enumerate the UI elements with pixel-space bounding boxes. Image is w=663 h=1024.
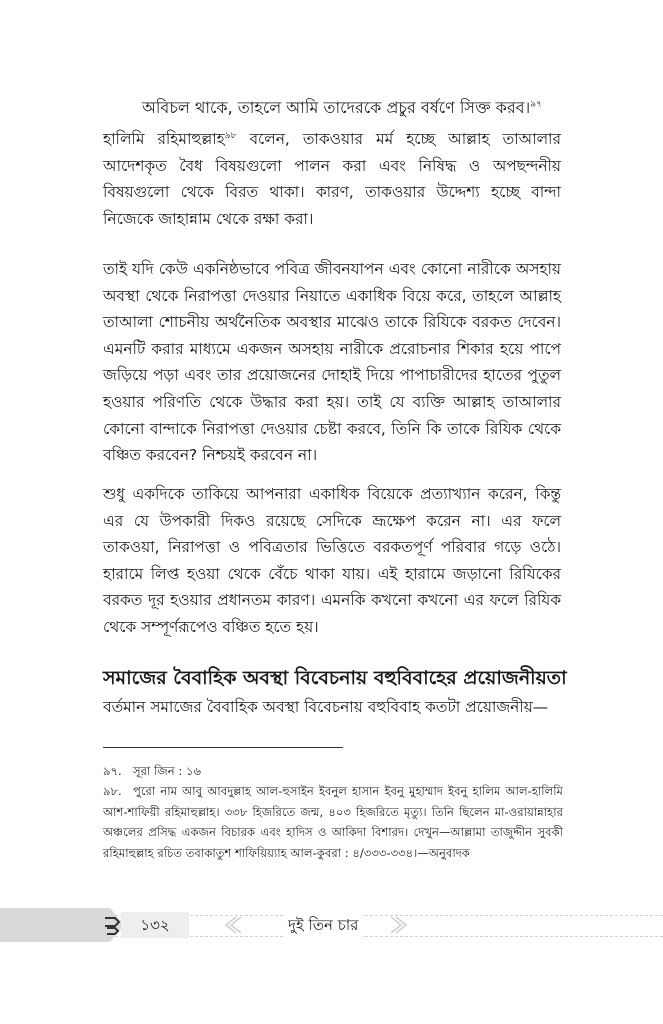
footnote-text: পুরো নাম আবু আবদুল্লাহ আল-হুসাইন ইবনুল হাসান ইবনু মুহাম্মাদ ইবনু হালিম আল-হালিমি আশ-শাফিয়ী রহিমাহুল্লাহ। ৩৩৮ হিজরিতে জন্ম, ৪০৩ হিজরিতে মৃত্যু। তিনি ছিলেন মা-ওরায়ান্নাহার অঞ্চলের প্রসিদ্ধ একজন বিচারক এবং হাদিস ও আকিদা বিশারদ। দেখুন—আল্লামা তাজুদ্দীন সুবকী রহিমাহুল্লাহ রচিত তবাকাতুশ শাফিয়িয়্যাহ আল-কুবরা : ৪/৩৩৩-৩৩৪।—অনুবাদক <box>103 784 563 860</box>
footnote-ref-98: ৯৮ <box>224 130 237 141</box>
quote-line <box>142 96 612 120</box>
footnote-number: ৯৮. <box>103 784 122 798</box>
paragraph-1-lead: হালিমি রহিমাহুল্লাহ <box>103 130 225 148</box>
footer-grey-block <box>0 908 110 942</box>
footnote-text: সূরা জিন : ১৬ <box>133 764 202 778</box>
page-number: ১৩২ <box>121 912 189 938</box>
footnote-97 <box>103 761 563 782</box>
chevron-left-icon <box>220 914 242 936</box>
footnote-ref-97: ৯৭ <box>530 99 542 110</box>
paragraph-1-text: বলেন, তাকওয়ার মর্ম হচ্ছে আল্লাহ তাআলার আদেশকৃত বৈধ বিষয়গুলো পালন করা এবং নিষিদ্ধ ও অপছন্দনীয় বিষয়গুলো থেকে বিরত থাকা। কারণ, তাকওয়ার উদ্দেশ্য হচ্ছে বান্দা নিজেকে জাহান্নাম থেকে রক্ষা করা। <box>103 130 561 228</box>
running-book-title: দুই তিন চার <box>284 913 362 937</box>
paragraph-2: তাই যদি কেউ একনিষ্ঠভাবে পবিত্র জীবনযাপন এবং কোনো নারীকে অসহায় অবস্থা থেকে নিরাপত্তা দেওয়ার নিয়াতে একাধিক বিয়ে করে, তাহলে আল্লাহ তাআলা শোচনীয় অর্থনৈতিক অবস্থার মাঝেও তাকে রিযিকে বরকত দেবেন। এমনটি করার মাধ্যমে একজন অসহায় নারীকে প্ররোচনার শিকার হয়ে পাপে জড়িয়ে পড়া এবং তার প্রয়োজনের দোহাই দিয়ে পাপাচারীদের হাতের পুতুল হওয়ার পরিণতি থেকে উদ্ধার করা হয়। তাই যে ব্যক্তি আল্লাহ তাআলার কোনো বান্দাকে নিরাপত্তা দেওয়ার চেষ্টা করবে, তিনি কি তাকে রিযিক থেকে বঞ্চিত করবেন? নিশ্চয়ই করবেন না। <box>103 260 561 465</box>
section-heading: সমাজের বৈবাহিক অবস্থা বিবেচনায় বহুবিবাহের প্রয়োজনীয়তা <box>103 667 567 689</box>
section-intro: বর্তমান সমাজের বৈবাহিক অবস্থা বিবেচনায় বহুবিবাহ কতটা প্রয়োজনীয়— <box>103 698 549 716</box>
footnote-number: ৯৭. <box>103 764 122 778</box>
paragraph-1 <box>103 126 561 232</box>
book-arrows-icon <box>101 914 125 936</box>
page-footer <box>0 908 663 942</box>
paragraph-3: শুধু একদিকে তাকিয়ে আপনারা একাধিক বিয়েকে প্রত্যাখ্যান করেন, কিন্তু এর যে উপকারী দিকও রয়েছে সেদিকে ভ্রূক্ষেপ করেন না। এর ফলে তাকওয়া, নিরাপত্তা ও পবিত্রতার ভিত্তিতে বরকতপূর্ণ পরিবার গড়ে ওঠে। হারামে লিপ্ত হওয়া থেকে বেঁচে থাকা যায়। এই হারামে জড়ানো রিযিকের বরকত দূর হওয়ার প্রধানতম কারণ। এমনকি কখনো কখনো এর ফলে রিযিক থেকে সম্পূর্ণরূপেও বঞ্চিত হতে হয়। <box>103 485 561 636</box>
chevron-right-icon <box>390 914 412 936</box>
footnote-98 <box>103 781 563 863</box>
quote-text: অবিচল থাকে, তাহলে আমি তাদেরকে প্রচুর বর্ষণে সিক্ত করব। <box>142 98 531 117</box>
footnote-divider <box>103 747 343 748</box>
